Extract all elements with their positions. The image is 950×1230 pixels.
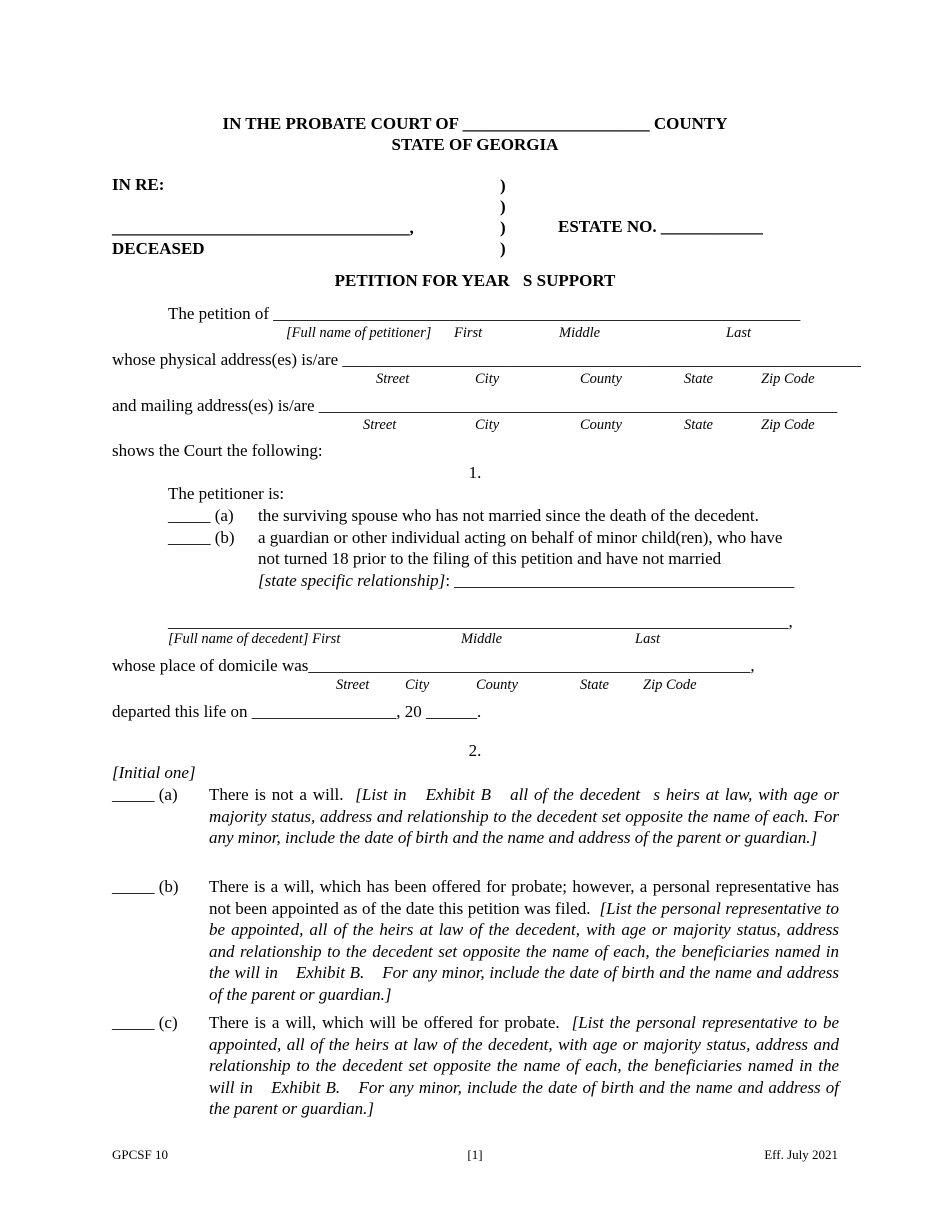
address-part-state: State xyxy=(684,371,713,387)
deceased-label: DECEASED xyxy=(112,239,205,258)
initial-one-hint: [Initial one] xyxy=(112,763,196,782)
option-a-blank: _____ (a) xyxy=(168,506,234,525)
will-option-c-instructions: [List the personal representative to be appointed, all of the heirs at law of the decedent, with age or majority status, address and relationship to the decedent set opposite the name of each, the beneficiaries named in the will in  Exhibit B.  For any minor, include the date of birth and the name and address of the parent or guardian.] xyxy=(209,1013,839,1118)
estate-blank: ____________ xyxy=(660,217,763,236)
petitioner-line xyxy=(168,304,800,324)
mailing-address-line xyxy=(112,396,837,416)
address-part-street: Street xyxy=(363,417,397,433)
address-part-county: County xyxy=(580,417,622,433)
address-part-street: Street xyxy=(336,677,370,693)
address-part-city: City xyxy=(475,417,500,433)
physical-address-blank: _____________________________________________________________ xyxy=(342,350,861,369)
decedent-name-hint: [Full name of decedent] First xyxy=(168,631,341,647)
estate-label: ESTATE NO. xyxy=(558,217,657,236)
name-part-last: Last xyxy=(726,325,751,341)
departed-date-line: departed this life on _________________, 20 ______. xyxy=(112,702,482,721)
address-part-zip: Zip Code xyxy=(761,417,815,433)
petition-title: PETITION FOR YEAR S SUPPORT xyxy=(334,271,616,290)
section-2-number: 2. xyxy=(468,741,482,760)
address-part-state: State xyxy=(580,677,609,693)
domicile-label: whose place of domicile was xyxy=(112,656,309,675)
caption-paren: ) xyxy=(500,239,506,258)
court-line-end: COUNTY xyxy=(653,114,728,133)
address-part-state: State xyxy=(684,417,713,433)
will-option-a-statement: There is not a will. xyxy=(209,785,344,804)
physical-address-label: whose physical address(es) is/are xyxy=(112,350,339,369)
mailing-address-label: and mailing address(es) is/are xyxy=(112,396,315,415)
mailing-address-blank: _____________________________________________________________ xyxy=(318,396,838,415)
relationship-hint: [state specific relationship] xyxy=(258,571,446,590)
name-part-first: First xyxy=(454,325,483,341)
section-1-number: 1. xyxy=(468,463,482,482)
will-option-b-blank: _____ (b) xyxy=(112,877,179,896)
address-part-zip: Zip Code xyxy=(643,677,697,693)
page-number: [1] xyxy=(467,1147,483,1162)
will-option-a-instructions: [List in  Exhibit B  all of the decedent s heirs at law, with age or majority status, address and relationship to the decedent set opposite the name of each. For any minor, include the date of birth and the name and address of the parent or guardian.] xyxy=(209,785,840,847)
will-option-b-instructions: [List the personal representative to be appointed, all of the heirs at law of the decedent, with age or majority status, address and relationship to the decedent set opposite the name of each, the beneficiaries named in the will in  Exhibit B.  For any minor, include the date of birth and the name and address of the parent or guardian.] xyxy=(209,898,840,1004)
address-part-county: County xyxy=(580,371,622,387)
address-part-zip: Zip Code xyxy=(761,371,815,387)
name-part-middle: Middle xyxy=(461,631,503,647)
petitioner-is-label: The petitioner is: xyxy=(168,484,285,503)
shows-court-line: shows the Court the following: xyxy=(112,441,323,460)
in-re-label: IN RE: xyxy=(112,175,165,194)
relationship-blank: : ________________________________________ xyxy=(445,571,795,590)
will-option-b-text xyxy=(209,876,839,1005)
option-a-text: the surviving spouse who has not married since the death of the decedent. xyxy=(258,506,759,525)
option-b-line-1: a guardian or other individual acting on behalf of minor child(ren), who have xyxy=(258,528,783,547)
caption-paren: ) xyxy=(500,176,506,195)
estate-number xyxy=(558,217,763,237)
form-id: GPCSF 10 xyxy=(112,1147,168,1162)
court-heading xyxy=(0,114,950,134)
county-blank: ______________________ xyxy=(462,114,650,133)
petitioner-name-hint: [Full name of petitioner] xyxy=(286,325,432,341)
physical-address-line xyxy=(112,350,861,370)
option-b-line-3 xyxy=(258,571,794,591)
address-part-county: County xyxy=(476,677,518,693)
petition-of-label: The petition of xyxy=(168,304,270,323)
effective-date: Eff. July 2021 xyxy=(764,1147,838,1162)
option-b-line-2: not turned 18 prior to the filing of this petition and have not married xyxy=(258,549,722,568)
domicile-blank: ____________________________________________________, xyxy=(308,656,755,675)
petitioner-name-blank: ______________________________________________________________ xyxy=(273,304,801,323)
caption-paren: ) xyxy=(500,197,506,216)
name-part-middle: Middle xyxy=(559,325,601,341)
will-option-c-text xyxy=(209,1012,839,1120)
will-option-a-blank: _____ (a) xyxy=(112,785,178,804)
decedent-name-blank: ___________________________________, xyxy=(112,218,414,237)
option-b-blank: _____ (b) xyxy=(168,528,235,547)
will-option-c-blank: _____ (c) xyxy=(112,1013,178,1032)
caption-paren: ) xyxy=(500,218,506,237)
name-part-last: Last xyxy=(635,631,660,647)
domicile-line xyxy=(112,656,755,676)
address-part-city: City xyxy=(405,677,430,693)
court-line-start: IN THE PROBATE COURT OF xyxy=(222,114,459,133)
will-option-b-statement: There is a will, which has been offered for probate; however, a personal representative has not been appointed as of the date this petition was filed. xyxy=(209,877,839,918)
decedent-full-name-blank: _________________________________________________________________________, xyxy=(168,612,793,631)
will-option-c-statement: There is a will, which will be offered for probate. xyxy=(209,1013,560,1032)
state-heading: STATE OF GEORGIA xyxy=(391,135,559,154)
will-option-a-text xyxy=(209,784,839,849)
address-part-street: Street xyxy=(376,371,410,387)
address-part-city: City xyxy=(475,371,500,387)
